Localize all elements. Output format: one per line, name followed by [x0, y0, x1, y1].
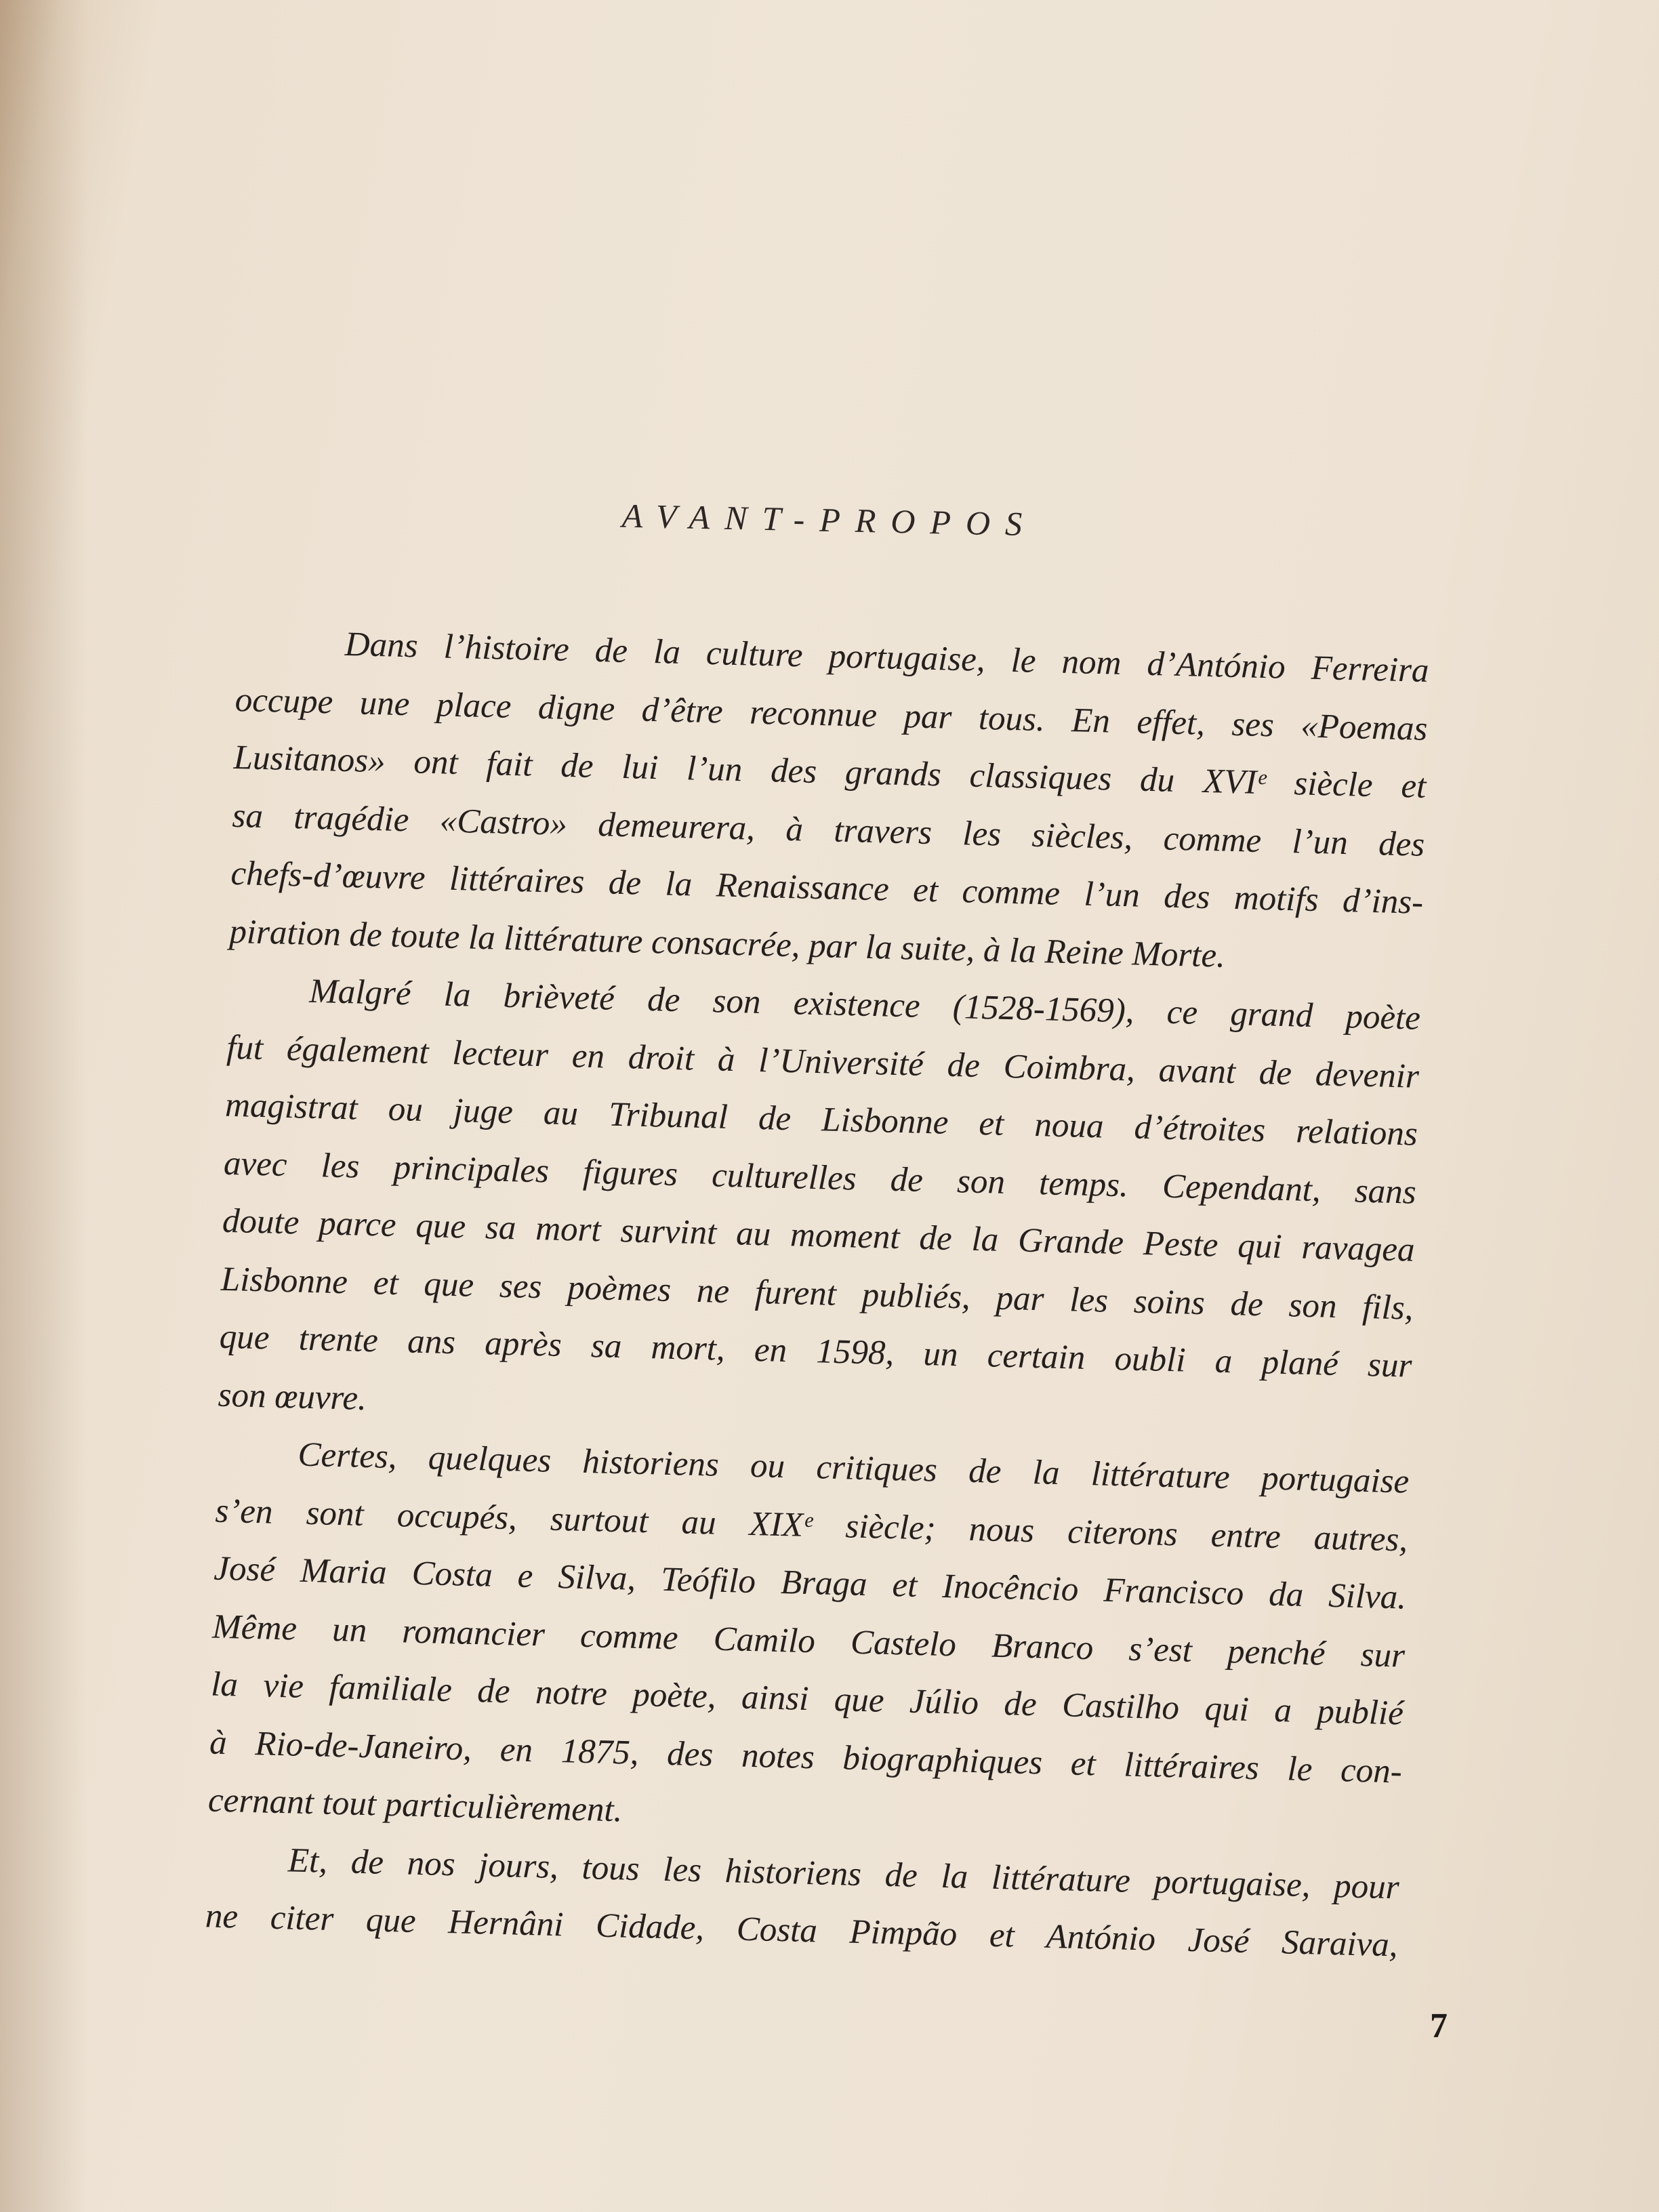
text-line: piration de toute la littérature consacrée, par la suite, à la Reine Morte.: [228, 912, 1226, 975]
text-line: Dans l’histoire de la culture portugaise, le nom d’António Ferreira: [344, 625, 1430, 690]
text-line: doute parce que sa mort survint au moment de la Grande Peste qui ravagea: [222, 1202, 1416, 1269]
text-line: s’en sont occupés, surtout au XIXᵉ siècle; nous citerons entre autres,: [214, 1492, 1408, 1559]
text-line: la vie familiale de notre poète, ainsi que Júlio de Castilho qui a publié: [210, 1665, 1404, 1733]
text-line: à Rio-de-Janeiro, en 1875, des notes biographiques et littéraires le con-: [209, 1723, 1403, 1790]
text-line: Malgré la brièveté de son existence (1528-1569), ce grand poète: [308, 972, 1421, 1038]
text-line: José Maria Costa e Silva, Teófilo Braga et Inocêncio Francisco da Silva.: [213, 1549, 1407, 1617]
text-line: son œuvre.: [218, 1376, 367, 1418]
text-line: sa tragédie «Castro» demeurera, à travers les siècles, comme l’un des: [232, 796, 1425, 864]
text-line: chefs-d’œuvre littéraires de la Renaissance et comme l’un des motifs d’ins-: [230, 854, 1424, 922]
text-line: que trente ans après sa mort, en 1598, un certain oubli a plané sur: [219, 1317, 1413, 1385]
page-heading: AVANT-PROPOS: [621, 496, 1038, 544]
text-line: Même un romancier comme Camilo Castelo Branco s’est penché sur: [211, 1607, 1406, 1675]
text-line: avec les principales figures culturelles de son temps. Cependant, sans: [223, 1144, 1417, 1212]
text-line: Et, de nos jours, tous les historiens de la littérature portugaise, pour: [287, 1841, 1400, 1906]
text-line: magistrat ou juge au Tribunal de Lisbonne et noua d’étroites relations: [224, 1086, 1418, 1153]
text-line: Certes, quelques historiens ou critiques de la littérature portugaise: [298, 1435, 1410, 1501]
text-line: ne citer que Hernâni Cidade, Costa Pimpão et António José Saraiva,: [205, 1897, 1399, 1965]
text-line: Lisbonne et que ses poèmes ne furent publiés, par les soins de son fils,: [220, 1260, 1414, 1328]
page-number: 7: [1430, 2007, 1448, 2045]
body-text: [205, 613, 1430, 1975]
text-line: cernant tout particulièrement.: [207, 1781, 623, 1830]
text-line: occupe une place digne d’être reconnue par tous. En effet, ses «Poemas: [234, 680, 1429, 748]
text-line: fut également lecteur en droit à l’Université de Coimbra, avant de devenir: [226, 1028, 1420, 1096]
text-line: Lusitanos» ont fait de lui l’un des grands classiques du XVIᵉ siècle et: [233, 738, 1427, 806]
